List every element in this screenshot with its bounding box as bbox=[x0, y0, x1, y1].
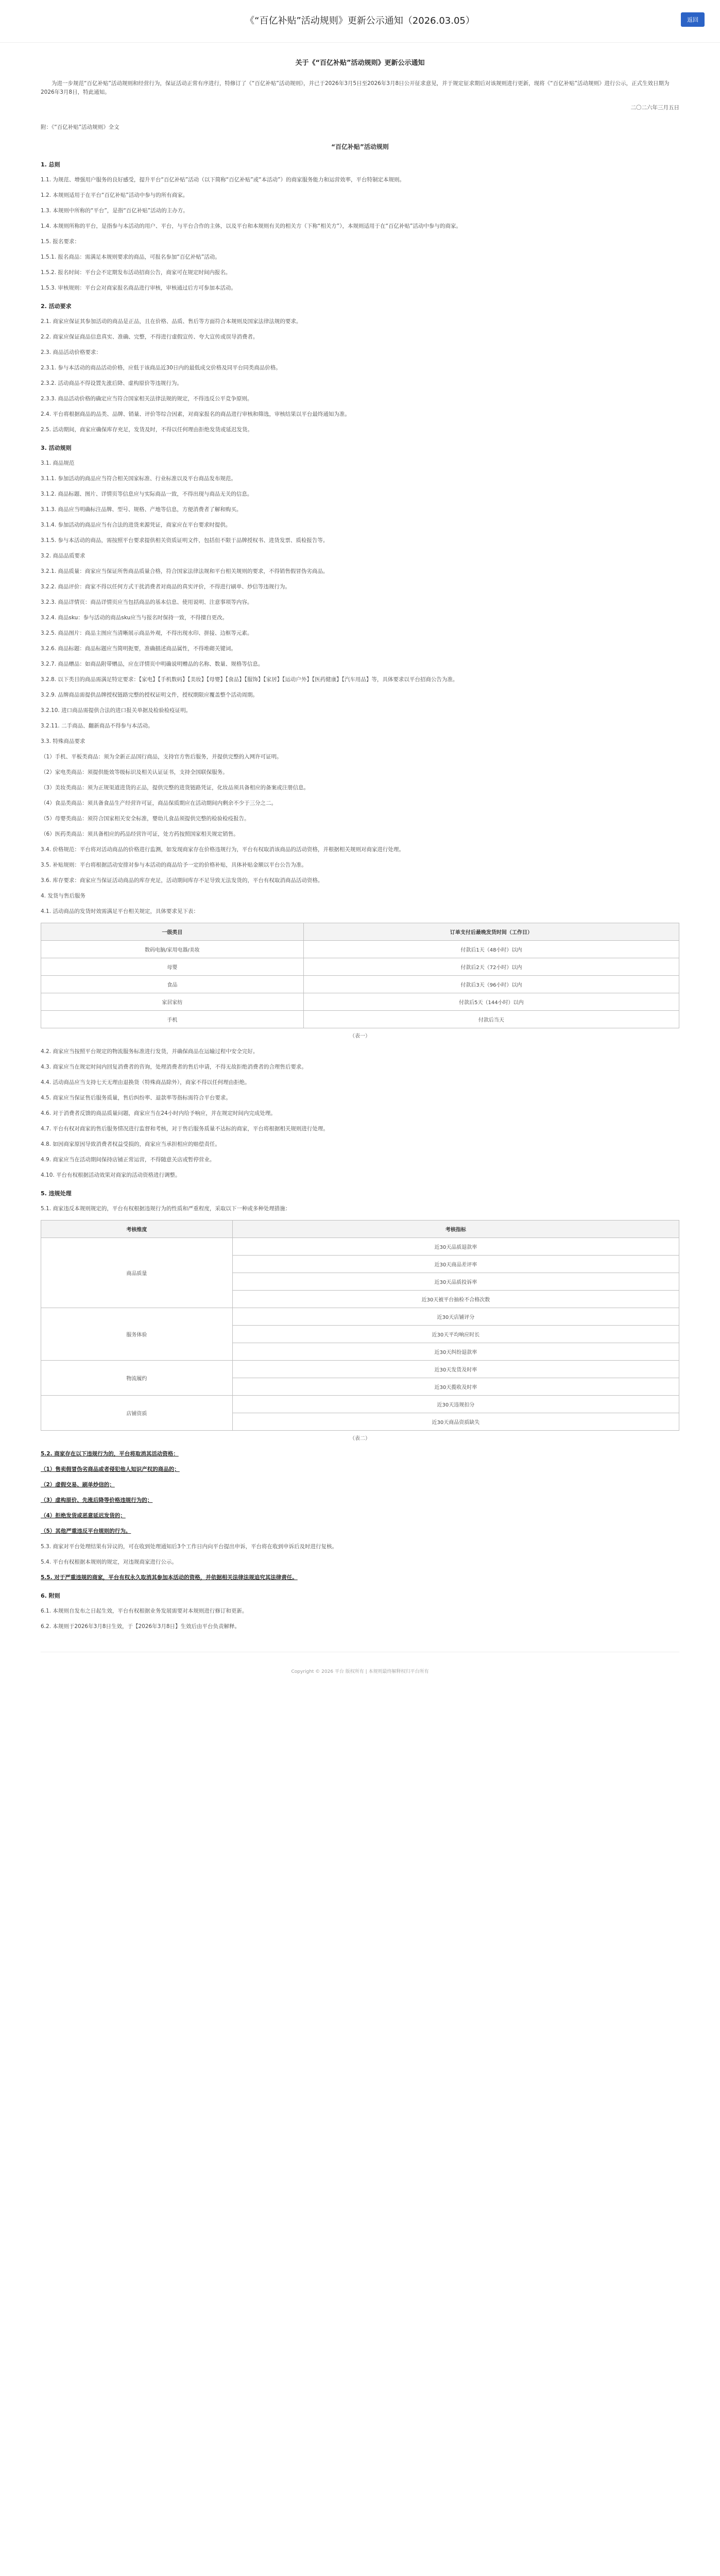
paragraph: 5.2. 商家存在以下违规行为的，平台将取消其活动资格： bbox=[41, 1451, 179, 1457]
table-header-row bbox=[41, 1221, 679, 1238]
paragraph: 3.2. 商品品质要求 bbox=[41, 553, 85, 559]
table-cell: 近30天品质退款率 bbox=[232, 1238, 679, 1256]
notice-intro: 为进一步规范“百亿补贴”活动规则和经营行为，保证活动正常有序进行，特修订了《“百亿补贴”活动规则》，并已于2026年3月5日至2026年3月8日公开征求意见，并于规定征求期后对该规则进行更新，现将《“百亿补贴”活动规则》进行公示，正式生效日期为2026年3月8日，特此通知。 bbox=[41, 80, 670, 95]
table-row bbox=[41, 1011, 679, 1028]
table-row bbox=[41, 1238, 679, 1256]
paragraph: （2）虚假交易、刷单炒信的； bbox=[41, 1482, 115, 1488]
paragraph: 4.7. 平台有权对商家的售后服务情况进行监督和考核，对于售后服务质量不达标的商家，平台将根据相关规则进行处理。 bbox=[41, 1126, 329, 1132]
paragraph: （3）虚构原价、先涨后降等价格违规行为的； bbox=[41, 1497, 153, 1503]
paragraph: 1.4. 本规则所称的平台，是指参与本活动的用户、平台，与平台合作的主体，以及平台和本规则有关的相关方（下称“相关方”），本规则适用于在“百亿补贴”活动中参与的商家。 bbox=[41, 223, 461, 229]
paragraph: 3.2.5. 商品图片：商品主图应当清晰展示商品外观，不得出现水印、拼接、边框等元素。 bbox=[41, 630, 253, 636]
fulfillment-table-wrap bbox=[41, 923, 679, 1039]
paragraph: 4.2. 商家应当按照平台规定的物流服务标准进行发货，并确保商品在运输过程中安全完好。 bbox=[41, 1048, 259, 1055]
table-cell: 近30天纠纷退款率 bbox=[232, 1343, 679, 1361]
paragraph: （5）其他严重违反平台规则的行为。 bbox=[41, 1528, 131, 1534]
paragraph: 4.5. 商家应当保证售后服务质量，售后纠纷率、退款率等指标需符合平台要求。 bbox=[41, 1095, 231, 1101]
table-cell: 付款后当天 bbox=[303, 1011, 679, 1028]
paragraph: 3.2.6. 商品标题：商品标题应当简明扼要，准确描述商品属性，不得堆砌关键词。 bbox=[41, 646, 236, 652]
paragraph: 6.1. 本规则自发布之日起生效，平台有权根据业务发展需要对本规则进行修订和更新。 bbox=[41, 1608, 248, 1614]
paragraph: 1.5.2. 报名时间：平台会不定期发布活动招商公告，商家可在规定时间内报名。 bbox=[41, 269, 231, 276]
table-header-cell: 一级类目 bbox=[41, 923, 304, 941]
table-cell: 付款后2天（72小时）以内 bbox=[303, 958, 679, 976]
table-header-cell: 考核指标 bbox=[232, 1221, 679, 1238]
paragraph: 3.2.3. 商品详情页：商品详情页应当包括商品的基本信息、使用说明、注意事项等内容。 bbox=[41, 599, 253, 605]
rules-title: “百亿补贴”活动规则 bbox=[331, 143, 389, 150]
paragraph: 3.6. 库存要求：商家应当保证活动商品的库存充足，活动期间库存不足导致无法发货的，平台有权取消商品活动资格。 bbox=[41, 877, 323, 884]
fulfillment-table bbox=[41, 923, 679, 1028]
table-header-cell: 订单支付后最晚发货时间（工作日） bbox=[303, 923, 679, 941]
paragraph: （4）食品类商品：须具备食品生产经营许可证，商品保质期应在活动期间内剩余不少于三分之二。 bbox=[41, 800, 277, 806]
paragraph: 1.3. 本规则中所称的“平台”，是指“百亿补贴”活动的主办方。 bbox=[41, 208, 188, 214]
table-caption: （表一） bbox=[350, 1033, 370, 1039]
table-cell: 母婴 bbox=[41, 958, 304, 976]
paragraph: （5）母婴类商品：须符合国家相关安全标准，婴幼儿食品须提供完整的检验检疫报告。 bbox=[41, 816, 250, 822]
table-group-cell: 店铺资质 bbox=[41, 1396, 233, 1431]
table-row bbox=[41, 976, 679, 993]
assessment-table-wrap bbox=[41, 1220, 679, 1442]
table-group-cell: 服务体验 bbox=[41, 1308, 233, 1361]
attachment-label: 附：《“百亿补贴”活动规则》全文 bbox=[41, 124, 119, 130]
table-group-cell: 物流履约 bbox=[41, 1361, 233, 1396]
paragraph: 2.3.3. 商品活动价格的确定应当符合国家相关法律法规的规定，不得违反公平竞争原则。 bbox=[41, 396, 253, 402]
paragraph: 4.10. 平台有权根据活动效果对商家的活动资格进行调整。 bbox=[41, 1172, 181, 1178]
table-caption: （表二） bbox=[350, 1436, 370, 1442]
paragraph: 5.3. 商家对平台处理结果有异议的，可在收到处理通知后3个工作日内向平台提出申诉，平台将在收到申诉后及时进行复核。 bbox=[41, 1544, 338, 1550]
top-bar bbox=[0, 0, 720, 43]
section-heading: 5. 违规处理 bbox=[41, 1190, 72, 1197]
table-row bbox=[41, 941, 679, 958]
paragraph: 3.1.4. 参加活动的商品应当有合法的进货来源凭证，商家应在平台要求时提供。 bbox=[41, 522, 231, 528]
notice-title: 关于《“百亿补贴”活动规则》更新公示通知 bbox=[295, 59, 425, 67]
table-cell: 付款后5天（144小时）以内 bbox=[303, 993, 679, 1011]
section-heading: 6. 附则 bbox=[41, 1592, 60, 1599]
table-row bbox=[41, 1308, 679, 1326]
paragraph: 1.5.3. 审核规则：平台会对商家报名商品进行审核，审核通过后方可参加本活动。 bbox=[41, 285, 236, 291]
paragraph: 3.2.2. 商品评价：商家不得以任何方式干扰消费者对商品的真实评价，不得进行刷单、炒信等违规行为。 bbox=[41, 584, 290, 590]
paragraph: （1）售卖假冒伪劣商品或者侵犯他人知识产权的商品的； bbox=[41, 1466, 180, 1472]
section-heading: 3. 活动规则 bbox=[41, 445, 72, 451]
table-cell: 近30天品质投诉率 bbox=[232, 1273, 679, 1291]
paragraph: （1）手机、平板类商品：须为全新正品国行商品，支持官方售后服务，并提供完整的入网许可证明。 bbox=[41, 754, 282, 760]
table-row bbox=[41, 1396, 679, 1413]
paragraph: 2.3.1. 参与本活动的商品活动价格，应低于该商品近30日内的最低成交价格及同平台同类商品价格。 bbox=[41, 365, 281, 371]
table-cell: 近30天店铺评分 bbox=[232, 1308, 679, 1326]
paragraph: 3.2.7. 商品赠品：如商品附带赠品，应在详情页中明确说明赠品的名称、数量、规格等信息。 bbox=[41, 661, 264, 667]
paragraph: 3.3. 特殊商品要求 bbox=[41, 738, 85, 744]
paragraph: 3.2.8. 以下类目的商品需满足特定要求：【家电】【手机数码】【美妆】【母婴】【食品】【服饰】【家居】【运动户外】【医药健康】【汽车用品】等，具体要求以平台招商公告为准。 bbox=[41, 676, 458, 683]
table-cell: 付款后3天（96小时）以内 bbox=[303, 976, 679, 993]
table-cell: 数码电脑/家用电器/美妆 bbox=[41, 941, 304, 958]
paragraph: 3.1. 商品规范 bbox=[41, 460, 75, 466]
paragraph: （2）家电类商品：须提供能效等级标识及相关认证证书，支持全国联保服务。 bbox=[41, 769, 228, 775]
paragraph: 4.8. 如因商家原因导致消费者权益受损的，商家应当承担相应的赔偿责任。 bbox=[41, 1141, 220, 1147]
table-row bbox=[41, 958, 679, 976]
paragraph: 4.4. 活动商品应当支持七天无理由退换货（特殊商品除外），商家不得以任何理由拒绝。 bbox=[41, 1079, 250, 1086]
paragraph: 2.2. 商家应保证商品信息真实、准确、完整，不得进行虚假宣传、夸大宣传或误导消费者。 bbox=[41, 334, 259, 340]
paragraph: 1.5. 报名要求： bbox=[41, 239, 80, 245]
paragraph: 3.2.4. 商品sku：参与活动的商品sku应当与报名时保持一致，不得擅自更改。 bbox=[41, 615, 228, 621]
assessment-table bbox=[41, 1220, 679, 1431]
table-row bbox=[41, 993, 679, 1011]
paragraph: 5.5. 对于严重违规的商家，平台有权永久取消其参加本活动的资格，并依据相关法律法规追究其法律责任。 bbox=[41, 1574, 298, 1581]
table-header-cell: 考核维度 bbox=[41, 1221, 233, 1238]
paragraph: 3.2.11. 二手商品、翻新商品不得参与本活动。 bbox=[41, 723, 153, 729]
table-cell: 手机 bbox=[41, 1011, 304, 1028]
table-cell: 近30天发货及时率 bbox=[232, 1361, 679, 1378]
notice-date: 二〇二六年三月五日 bbox=[630, 105, 679, 111]
paragraph: 3.5. 补贴规则：平台将根据活动安排对参与本活动的商品给予一定的价格补贴，具体补贴金额以平台公告为准。 bbox=[41, 862, 307, 868]
document-content bbox=[41, 43, 679, 1680]
paragraph: 3.1.1. 参加活动的商品应当符合相关国家标准、行业标准以及平台商品发布规范。 bbox=[41, 476, 236, 482]
paragraph: 1.2. 本规则适用于在平台“百亿补贴”活动中参与的所有商家。 bbox=[41, 192, 188, 198]
paragraph: 2.4. 平台将根据商品的品类、品牌、销量、评价等综合因素，对商家报名的商品进行审核和筛选，审核结果以平台最终通知为准。 bbox=[41, 411, 350, 417]
paragraph: 2.1. 商家应保证其参加活动的商品是正品，且在价格、品质、售后等方面符合本规则及国家法律法规的要求。 bbox=[41, 318, 302, 325]
paragraph: 4.3. 商家应当在规定时间内回复消费者的咨询，处理消费者的售后申请，不得无故拒绝消费者的合理售后要求。 bbox=[41, 1064, 307, 1070]
table-cell: 近30天被平台抽检不合格次数 bbox=[232, 1291, 679, 1308]
paragraph: 4.6. 对于消费者反馈的商品质量问题，商家应当在24小时内给予响应，并在规定时间内完成处理。 bbox=[41, 1110, 276, 1116]
section-heading: 2. 活动要求 bbox=[41, 303, 72, 310]
paragraph: （3）美妆类商品：须为正规渠道进货的正品，提供完整的进货链路凭证，化妆品须具备相应的备案或注册信息。 bbox=[41, 785, 310, 791]
paragraph: 6.2. 本规则于2026年3月8日生效，于【2026年3月8日】生效后由平台负责解释。 bbox=[41, 1623, 241, 1630]
paragraph: （4）拒绝发货或恶意延迟发货的； bbox=[41, 1513, 126, 1519]
page-footer: Copyright © 2026 平台 版权所有 | 本规则最终解释权归平台所有 bbox=[41, 1652, 679, 1680]
table-cell: 食品 bbox=[41, 976, 304, 993]
paragraph: 3.1.3. 商品应当明确标注品牌、型号、规格、产地等信息，方便消费者了解和购买。 bbox=[41, 506, 242, 513]
table-cell: 付款后1天（48小时）以内 bbox=[303, 941, 679, 958]
table-group-cell: 商品质量 bbox=[41, 1238, 233, 1308]
paragraph: 1.5.1. 报名商品：需满足本规则要求的商品，可报名参加“百亿补贴”活动。 bbox=[41, 254, 220, 260]
paragraph: 4.1. 活动商品的发货时效需满足平台相关规定，具体要求见下表： bbox=[41, 908, 199, 914]
table-header-row bbox=[41, 923, 679, 941]
table-cell: 近30天商品差评率 bbox=[232, 1256, 679, 1273]
paragraph: 4. 发货与售后服务 bbox=[41, 893, 85, 899]
paragraph: （6）医药类商品：须具备相应的药品经营许可证，处方药按照国家相关规定销售。 bbox=[41, 831, 239, 837]
paragraph: 2.3.2. 活动商品不得设置先涨后降、虚构原价等违规行为。 bbox=[41, 380, 182, 386]
back-button[interactable]: 返回 bbox=[681, 12, 705, 27]
section-heading: 1. 总则 bbox=[41, 161, 60, 168]
paragraph: 5.1. 商家违反本规则规定的，平台有权根据违规行为的性质和严重程度，采取以下一种或多种处理措施： bbox=[41, 1206, 291, 1212]
paragraph: 3.1.2. 商品标题、图片、详情页等信息应与实际商品一致，不得出现与商品无关的信息。 bbox=[41, 491, 253, 497]
table-cell: 近30天违规扣分 bbox=[232, 1396, 679, 1413]
paragraph: 5.4. 平台有权根据本规则的规定，对违规商家进行公示。 bbox=[41, 1559, 177, 1565]
paragraph: 3.2.9. 品牌商品需提供品牌授权链路完整的授权证明文件，授权期限应覆盖整个活动周期。 bbox=[41, 692, 258, 698]
paragraph: 3.1.5. 参与本活动的商品，需按照平台要求提供相关资质证明文件，包括但不限于品牌授权书、进货发票、质检报告等。 bbox=[41, 537, 329, 544]
paragraph: 2.3. 商品活动价格要求： bbox=[41, 349, 101, 355]
table-cell: 近30天揽收及时率 bbox=[232, 1378, 679, 1396]
table-row bbox=[41, 1361, 679, 1378]
paragraph: 3.2.1. 商品质量：商家应当保证所售商品质量合格，符合国家法律法规和平台相关规则的要求，不得销售假冒伪劣商品。 bbox=[41, 568, 329, 574]
paragraph: 3.2.10. 进口商品需提供合法的进口报关单据及检验检疫证明。 bbox=[41, 707, 192, 714]
table-cell: 家居家纺 bbox=[41, 993, 304, 1011]
table-cell: 近30天平均响应时长 bbox=[232, 1326, 679, 1343]
paragraph: 2.5. 活动期间，商家应确保库存充足，发货及时，不得以任何理由拒绝发货或延迟发货。 bbox=[41, 427, 253, 433]
page-title: 《“百亿补贴”活动规则》更新公示通知（2026.03.05） bbox=[245, 15, 475, 26]
paragraph: 3.4. 价格规范：平台将对活动商品的价格进行监测，如发现商家存在价格违规行为，平台有权取消该商品的活动资格，并根据相关规则对商家进行处理。 bbox=[41, 846, 404, 853]
table-cell: 近30天商品资质缺失 bbox=[232, 1413, 679, 1431]
paragraph: 4.9. 商家应当在活动期间保持店铺正常运营，不得随意关店或暂停营业。 bbox=[41, 1157, 215, 1163]
paragraph: 1.1. 为规范、增强用户服务的良好感受，提升平台“百亿补贴”活动（以下简称“百亿补贴”或“本活动”）的商家服务能力和运营效率，平台特制定本规则。 bbox=[41, 177, 405, 183]
